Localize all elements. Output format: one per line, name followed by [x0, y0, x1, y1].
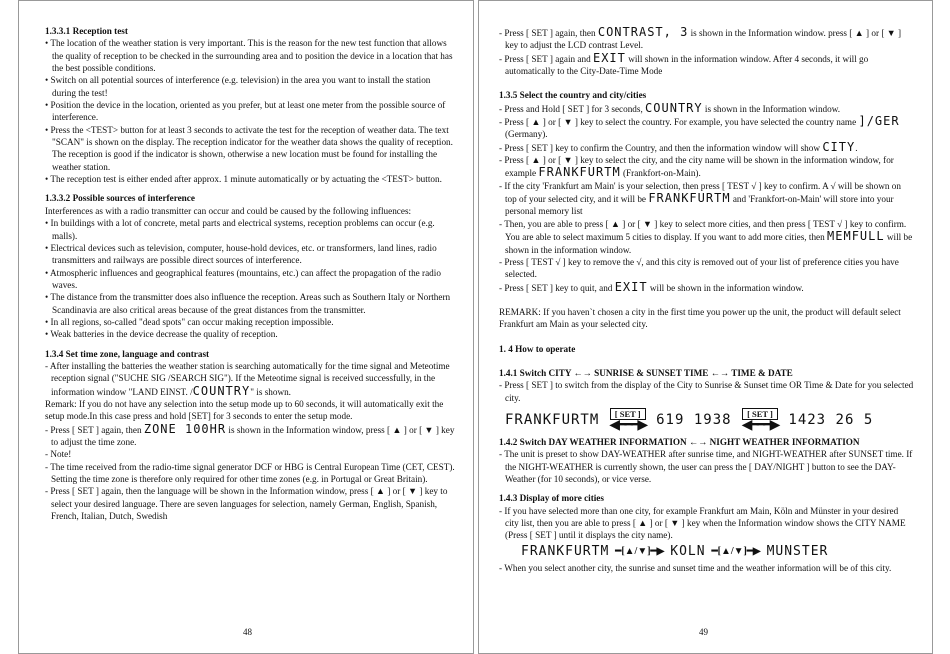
- set-arrow: [ SET ] ◀━━━▶: [741, 408, 779, 433]
- paragraph: - If you have selected more than one city, for example Frankfurt am Main, Köln and Münster in your desired city list, then you are able to press [ ▲ ] or [ ▼ ] key when the Information window shows the CITY NAME (Press [ SET ] until it displays the city name).: [499, 505, 906, 541]
- section-1-4-title: 1. 4 How to operate: [499, 343, 576, 354]
- paragraph: - Press [ SET ] again, then ZONE 100HR is shown in the Information window, press [ ▲ ] or [ ▼ ] key to adjust the time zone.: [45, 421, 455, 447]
- lcd-text: MUNSTER: [766, 543, 829, 559]
- paragraph: Interferences as with a radio transmitter can occur and could be caused by the following influences:: [45, 205, 412, 216]
- lcd-text: ZONE 100HR: [143, 421, 227, 436]
- paragraph: • Switch on all potential sources of interference (e.g. television) in the area you want to install the station during the test!: [45, 75, 431, 98]
- section-1-3-5-title: 1.3.5 Select the country and city/cities: [499, 90, 647, 101]
- lcd-text: CITY: [822, 139, 856, 154]
- section-1-3-3-1-title: 1.3.3.1 Reception test: [45, 26, 128, 36]
- paragraph: • Press the <TEST> button for at least 3 seconds to activate the test for the reception of weather data. The text "SCAN" is shown on the display. The reception indicator for the weather data shows the quality of reception. The reception is good if the indicator is shown, otherwise a new location must be found for installing the weather station.: [45, 124, 453, 172]
- paragraph: - After installing the batteries the weather station is searching automatically for the time signal and Meteotime reception signal ("SUCHE SIG /SEARCH SIG"). If the Meteotime signal is received successfully, in the information window "LAND EINST. /COUNTRY" is shown.: [45, 360, 450, 398]
- paragraph: • The reception test is either ended after approx. 1 minute automatically or by actuating the <TEST> button.: [45, 174, 442, 185]
- lcd-text: KOLN: [670, 543, 706, 559]
- lcd-sequence: [505, 408, 914, 432]
- paragraph: • Weak batteries in the device decrease the quality of reception.: [45, 329, 278, 340]
- paragraph: Remark: If you do not have any selection into the setup mode up to 60 seconds, it will automatically exit the setup mode.In this case press and hold [SET] for 3 seconds to enter the setup mode.: [45, 398, 444, 422]
- paragraph: - Press [ SET ] to switch from the display of the City to Sunrise & Sunset time OR Time & Date for you selected city.: [499, 380, 914, 403]
- up-down-arrow: ━[▲/▼]━▶: [711, 545, 761, 557]
- paragraph: • Atmospheric influences and geographical features (mountains, etc.) can affect the propagation of the radio waves.: [45, 267, 441, 290]
- double-arrow-icon: ◀━━━▶: [741, 417, 779, 433]
- section-1-4-3-title: 1.4.3 Display of more cities: [499, 493, 604, 504]
- paragraph: - Press and Hold [ SET ] for 3 seconds, COUNTRY is shown in the Information window.: [499, 100, 841, 115]
- lcd-sequence: [521, 543, 914, 559]
- lcd-text: FRANKFURTM: [505, 411, 600, 428]
- paragraph: - Press [ SET ] again and EXIT will shown in the information window. After 4 seconds, it will go automatically to the City-Date-Time Mode: [499, 50, 869, 77]
- lcd-text: FRANKFURTM: [521, 543, 610, 559]
- section-1-3-3-2-title: 1.3.3.2 Possible sources of interference: [45, 193, 195, 204]
- lcd-text: ]/GER: [858, 114, 900, 129]
- lcd-text: FRANKFURTM: [538, 165, 621, 180]
- paragraph: - The time received from the radio-time signal generator DCF or HBG is Central European Time (CET, CEST). Setting the time zone is therefore only required for other time zones (e.g. in Portugal or Great Britain).: [45, 461, 455, 485]
- paragraph: - Press [ SET ] key to quit, and EXIT will be shown in the information window.: [499, 279, 804, 294]
- lcd-text: EXIT: [592, 50, 626, 65]
- paragraph: - Press [ ▲ ] or [ ▼ ] key to select the city, and the city name will be shown in the information window, for example FRANKFURTM (Frankfort-on-Main).: [499, 155, 894, 180]
- paragraph: - Note!: [45, 449, 72, 460]
- section-1-4-2-title: 1.4.2 Switch DAY WEATHER INFORMATION ←→ NIGHT WEATHER INFORMATION: [499, 436, 860, 447]
- lcd-text: 619 1938: [656, 411, 732, 428]
- remark: REMARK: If you haven`t chosen a city in the first time you power up the unit, the product will default select Frankfurt am Main as your selected city.: [499, 306, 901, 330]
- paragraph: • Electrical devices such as television, computer, house-hold devices, etc. or transformers, land lines, radio transmitters and railways are possible direct sources of interference.: [45, 242, 437, 266]
- paragraph: - Then, you are able to press [ ▲ ] or [ ▼ ] key to select more cities, and then press [ TEST √ ] key to confirm. You are able to select maximum 5 cities to display. If you want to add more cities, then MEMFULL will be shown in the information window.: [499, 218, 913, 255]
- page-number: 48: [243, 627, 252, 637]
- lcd-text: FRANKFURTM: [648, 191, 731, 206]
- lcd-text: 1423 26 5: [788, 411, 874, 428]
- paragraph: • In buildings with a lot of concrete, metal parts and electrical systems, reception problems can occur (e.g. malls).: [45, 218, 435, 241]
- paragraph: - The unit is preset to show DAY-WEATHER after sunrise time, and NIGHT-WEATHER after SUNSET time. If the NIGHT-WEATHER is currently shown, the user can press the [ DAY/NIGHT ] button to see the DAY-Weather (for 10 seconds), or vice verse.: [499, 449, 913, 484]
- left-page: [18, 0, 474, 654]
- paragraph: - When you select another city, the sunrise and sunset time and the weather information will be of this city.: [499, 563, 892, 574]
- paragraph: • In all regions, so-called "dead spots" can occur making reception impossible.: [45, 316, 334, 327]
- paragraph: - Press [ SET ] key to confirm the Country, and then the information window will show CITY.: [499, 139, 858, 154]
- lcd-text: CONTRAST, 3: [597, 25, 689, 39]
- section-1-3-4-title: 1.3.4 Set time zone, language and contrast: [45, 348, 210, 359]
- lcd-text: EXIT: [614, 279, 648, 294]
- double-arrow-icon: ◀━━━▶: [609, 417, 647, 433]
- paragraph: • Position the device in the location, oriented as you prefer, but at least one meter from the possible source of interference.: [45, 100, 446, 123]
- paragraph: • The location of the weather station is very important. This is the reason for the new test function that allows the quality of reception to be checked in the surrounding area and to position the device in a location that has the best possible conditions.: [45, 38, 453, 74]
- paragraph: • The distance from the transmitter does also influence the reception. Areas such as Southern Italy or Northern Scandinavia are also critical areas because of the great distances from the transmitter.: [45, 292, 451, 315]
- paragraph: - Press [ ▲ ] or [ ▼ ] key to select the country. For example, you have selected the country name ]/GER (Germany).: [499, 114, 900, 140]
- section-1-4-1-title: 1.4.1 Switch CITY ←→ SUNRISE & SUNSET TIME ←→ TIME & DATE: [499, 367, 793, 378]
- lcd-text: MEMFULL: [827, 229, 885, 244]
- page-number: 49: [699, 627, 708, 637]
- paragraph: - Press [ SET ] again, then the language will be shown in the Information window, press [ ▲ ] or [ ▼ ] key to select your desired language. There are seven languages for selection, namely German, English, Spanish, French, Italian, Dutch, Swedish: [45, 486, 448, 522]
- paragraph: - Press [ SET ] again, then CONTRAST, 3 is shown in the Information window. press [ ▲ ] or [ ▼ ] key to adjust the LCD contrast Level.: [499, 25, 902, 51]
- set-arrow: [ SET ] ◀━━━▶: [609, 408, 647, 433]
- up-down-arrow: ━[▲/▼]━▶: [615, 545, 665, 557]
- paragraph: - Press [ TEST √ ] key to remove the √, and this city is removed out of your list of preference cities you have selected.: [499, 256, 899, 280]
- right-page: [478, 0, 933, 654]
- lcd-text: COUNTRY: [645, 100, 703, 115]
- paragraph: - If the city 'Frankfurt am Main' is your selection, then press [ TEST √ ] key to confirm. A √ will be shown on top of your selected city, and it will be FRANKFURTM and 'Frankfort-on-Main' will store into your personal memory list: [499, 180, 901, 217]
- lcd-text: COUNTRY: [192, 383, 251, 398]
